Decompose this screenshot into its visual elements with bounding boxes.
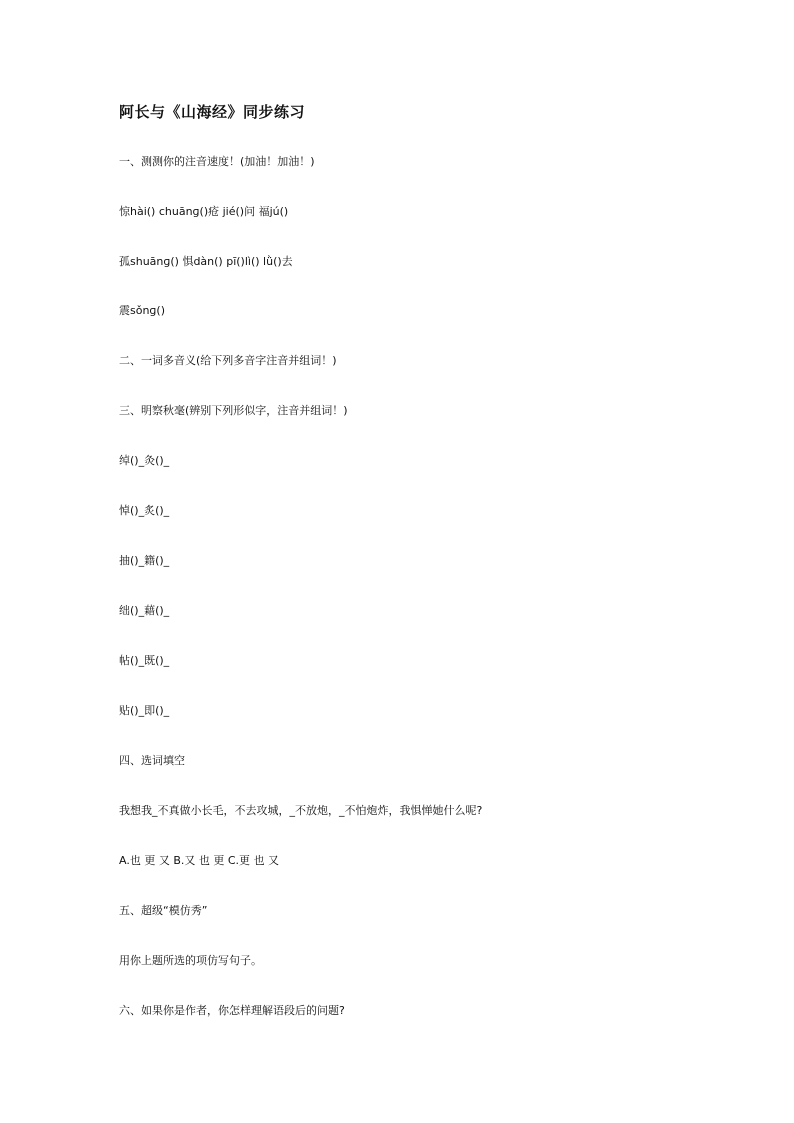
section-3-heading: 三、明察秋毫(辨别下列形似字，注音并组词！) [119, 404, 348, 417]
char-pair-4: 绌()_藉()_ [119, 604, 170, 617]
section-2-heading: 二、一词多音义(给下列多音字注音并组词！) [119, 354, 337, 367]
char-pair-3: 抽()_籍()_ [119, 554, 170, 567]
section-5-heading: 五、超级“模仿秀” [119, 904, 208, 917]
section-4-heading: 四、选词填空 [119, 754, 185, 767]
page-title: 阿长与《山海经》同步练习 [119, 103, 306, 121]
section-6-heading: 六、如果你是作者，你怎样理解语段后的问题? [119, 1004, 345, 1017]
pinyin-line-3: 震sǒnɡ() [119, 304, 165, 317]
section-5-instruction: 用你上题所选的项仿写句子。 [119, 954, 262, 967]
char-pair-1: 绰()_灸()_ [119, 454, 170, 467]
section-1-heading: 一、测测你的注音速度！(加油！加油！) [119, 155, 315, 168]
pinyin-line-2: 孤shuānɡ() 惧dàn() pī()lì() lǜ()去 [119, 255, 293, 268]
pinyin-line-1: 惊hài() chuānɡ()疮 jié()问 福jú() [119, 205, 289, 218]
char-pair-2: 悼()_炙()_ [119, 504, 170, 517]
char-pair-5: 帖()_既()_ [119, 654, 170, 667]
answer-options: A.也 更 又 B.又 也 更 C.更 也 又 [119, 854, 280, 867]
fill-in-sentence: 我想我_不真做小长毛，不去攻城，_不放炮，_不怕炮炸，我惧惮她什么呢? [119, 804, 483, 817]
char-pair-6: 贴()_即()_ [119, 704, 170, 717]
